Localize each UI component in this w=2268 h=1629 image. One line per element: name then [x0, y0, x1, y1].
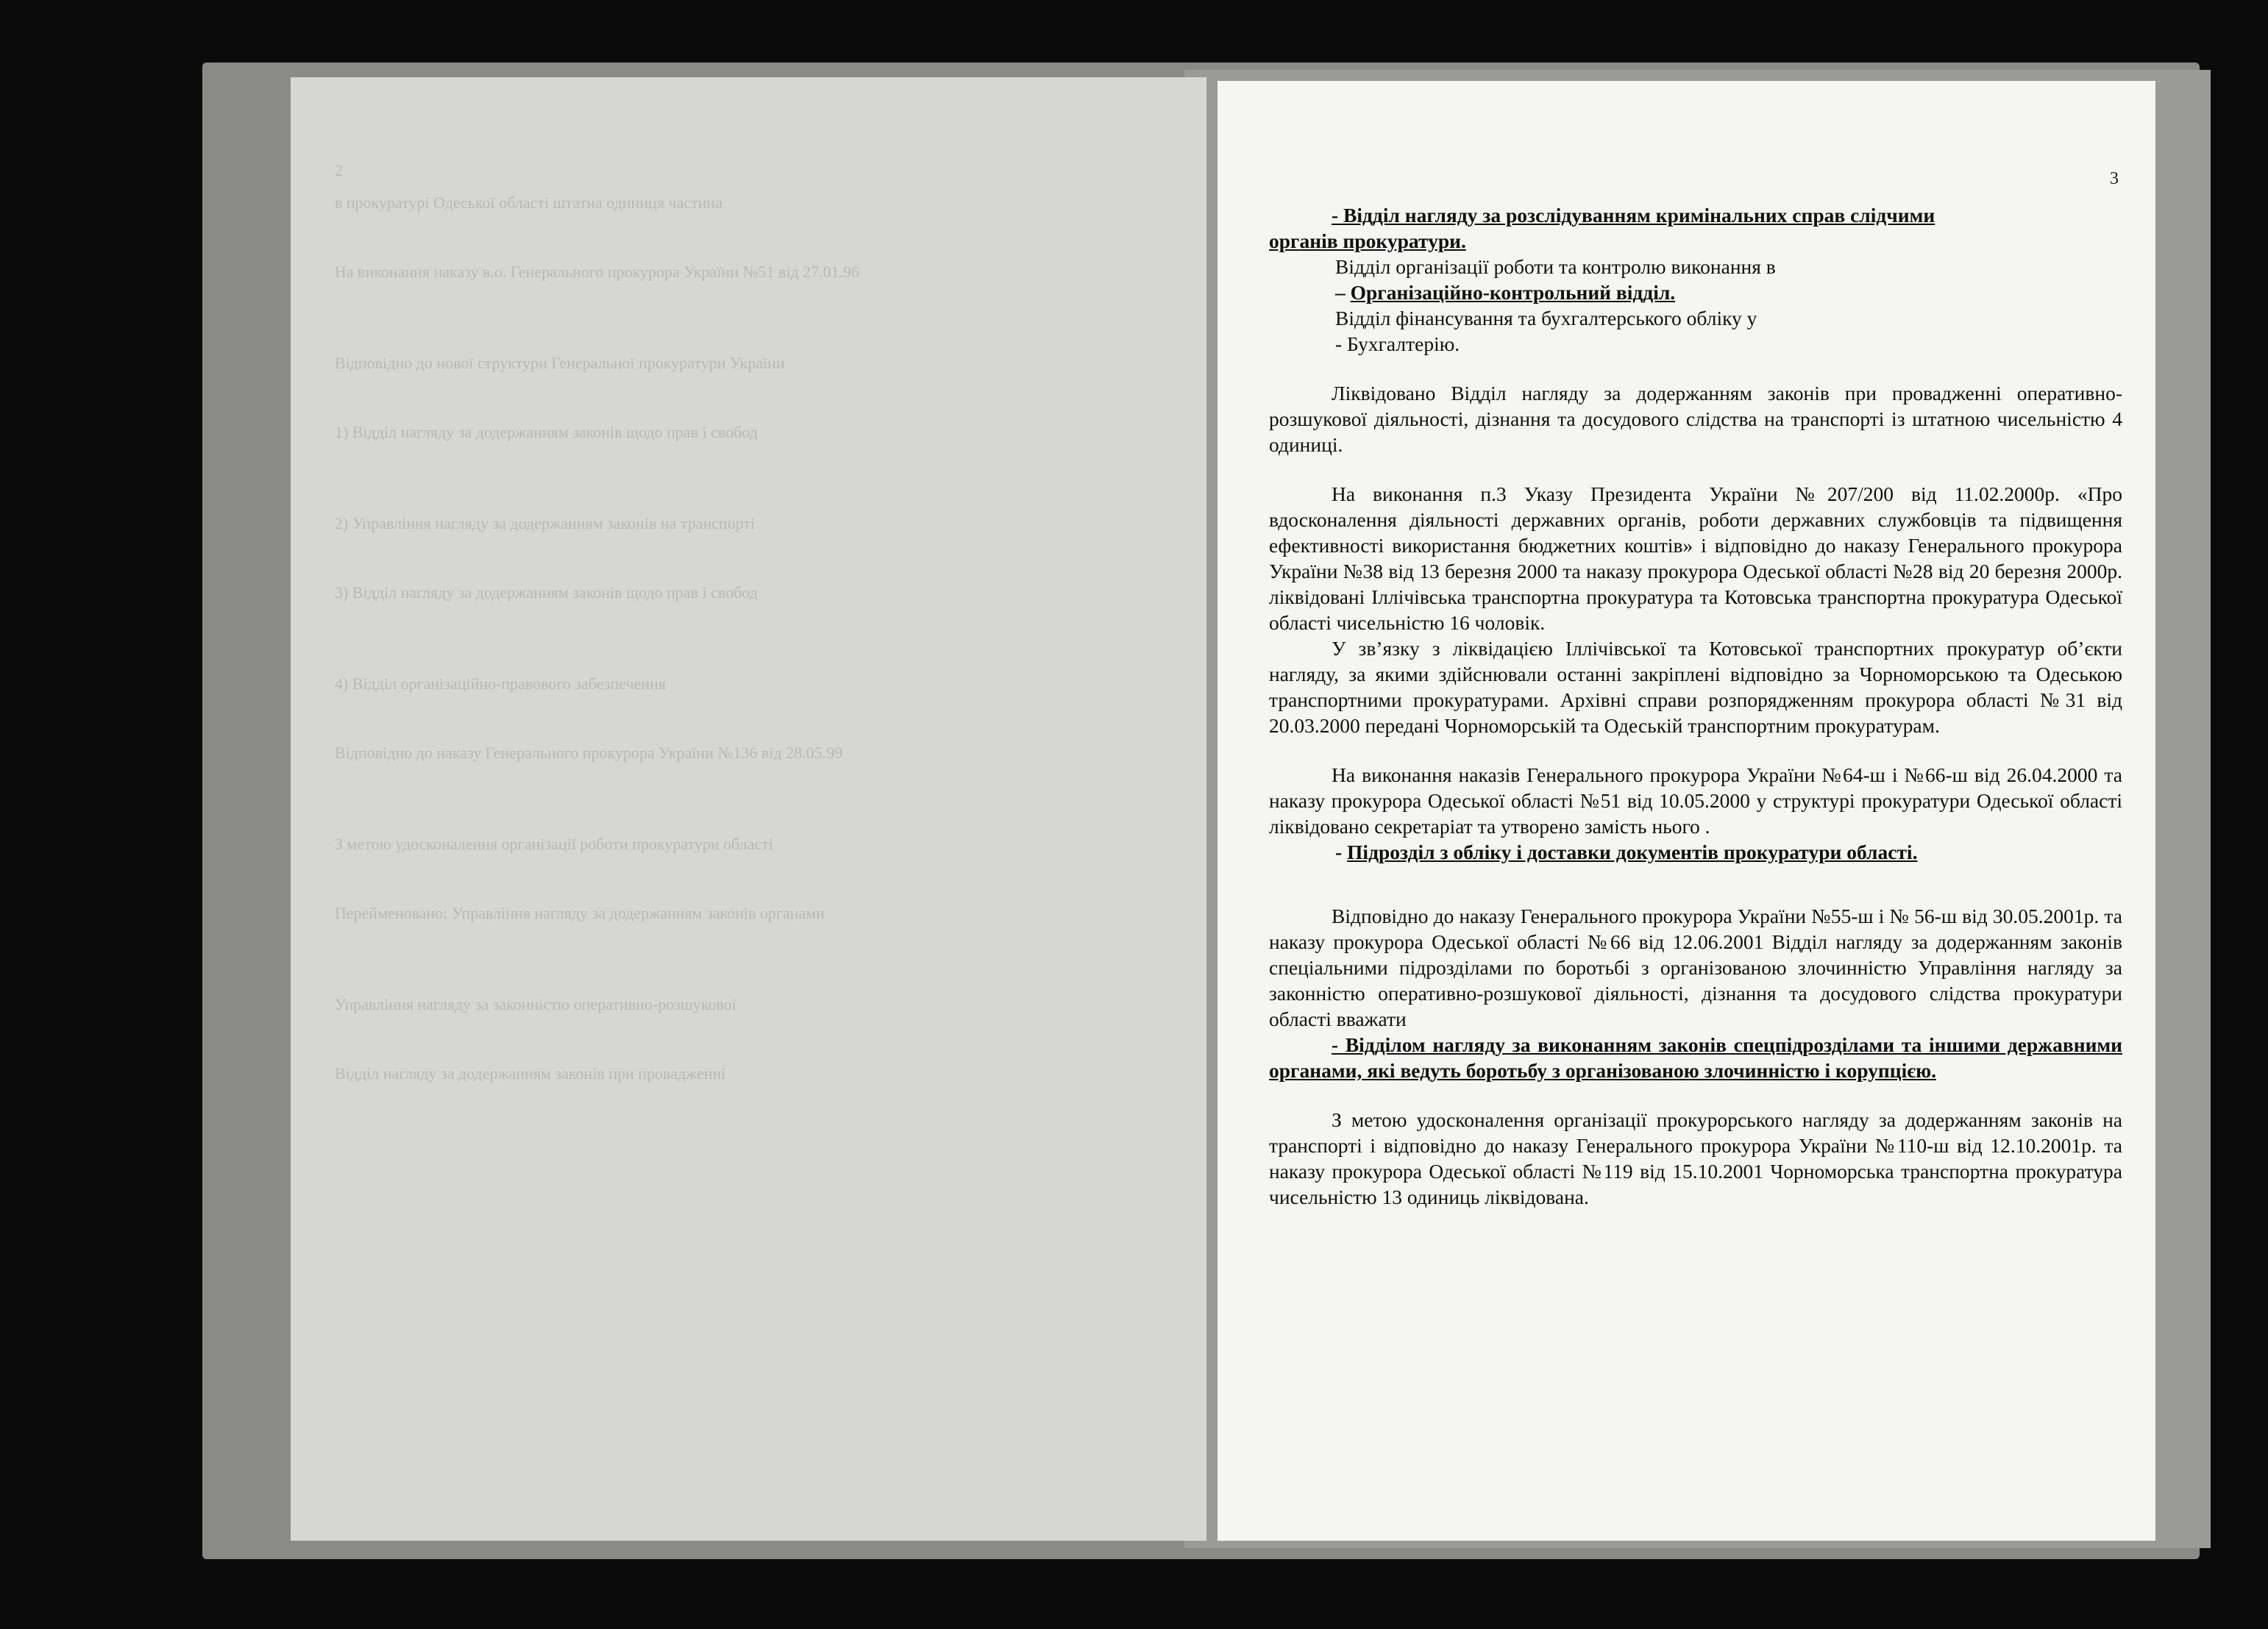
left-page-ghost-line: 2) Управління нагляду за додержанням законів на транспорті: [335, 514, 756, 532]
page-content: [1269, 202, 2122, 1210]
left-page: [291, 77, 1206, 1541]
heading-dash: -: [1335, 841, 1348, 863]
section-heading: органів прокуратури.: [1269, 229, 1466, 252]
left-page-ghost-line: Відділ нагляду за додержанням законів при провадженні: [335, 1064, 726, 1083]
heading-dash: –: [1335, 281, 1351, 304]
paragraph: Відповідно до наказу Генерального прокурора України №55-ш і № 56-ш від 30.05.2001р. та наказу прокурора Одеської області №66 від 12.06.2001 Відділ нагляду за додержанням законів спеціальними підрозділами по боротьбі з організованою злочинністю Управління нагляду за законністю оперативно-розшукової діяльності, дізнання та досудового слідства прокуратури області вважати: [1269, 905, 2122, 1030]
left-page-ghost-line: На виконання наказу в.о. Генерального прокурора України №51 від 27.01.96: [335, 263, 860, 281]
section-heading: [1269, 279, 2122, 305]
text-line: Відділ фінансування та бухгалтерського обліку у: [1335, 307, 1757, 329]
heading-text: Організаційно-контрольний відділ.: [1350, 281, 1676, 304]
right-page: [1217, 81, 2155, 1541]
left-page-ghost-line: Управління нагляду за законністю оперативно-розшукової: [335, 995, 736, 1013]
section-heading: - Відділом нагляду за виконанням законів спецпідрозділами та іншими державними органами, які ведуть боротьбу з організованою злочинністю і корупцією.: [1269, 1033, 2122, 1082]
text-line: Відділ організації роботи та контролю виконання в: [1335, 255, 1776, 278]
paragraph: З метою удосконалення організації прокурорського нагляду за додержанням законів на транспорті і відповідно до наказу Генерального прокурора України №110-ш від 12.10.2001р. та наказу прокурора Одеської області №119 від 15.10.2001 Чорноморська транспортна прокуратура чисельністю 13 одиниць ліквідована.: [1269, 1108, 2122, 1208]
paragraph: Ліквідовано Відділ нагляду за додержанням законів при провадженні оперативно-розшукової діяльності, дізнання та досудового слідства на транспорті із штатною чисельністю 4 одиниці.: [1269, 382, 2122, 456]
left-page-ghost-line: Відповідно до наказу Генерального прокурора України №136 від 28.05.99: [335, 744, 843, 762]
left-page-number: 2: [335, 161, 343, 179]
left-page-ghost-line: в прокуратурі Одеської області штатна одиниця частина: [335, 193, 723, 212]
page-number: 3: [2110, 169, 2119, 188]
paragraph: На виконання п.3 Указу Президента України №207/200 від 11.02.2000р. «Про вдосконалення діяльності державних органів, роботи державних службовців та підвищення ефективності використання бюджетних коштів» і відповідно до наказу Генерального прокурора України №38 від 13 березня 2000 та наказу прокурора Одеської області №28 від 20 березня 2000р. ліквідовані Іллічівська транспортна прокуратура та Котовська транспортна прокуратура Одеської області чисельністю 16 чоловік.: [1269, 482, 2122, 634]
heading-text: Підрозділ з обліку і доставки документів прокуратури області.: [1347, 841, 1918, 863]
section-heading: [1269, 839, 2122, 865]
left-page-ghost-line: З метою удосконалення організації роботи прокуратури області: [335, 835, 774, 853]
left-page-ghost-line: Відповідно до нової структури Генеральної прокуратури України: [335, 354, 785, 372]
paragraph: У зв’язку з ліквідацією Іллічівської та Котовської транспортних прокуратур об’єкти нагляду, за якими здійснювали останні закріплені відповідно за Чорноморською та Одеською транспортними прокуратурами. Архівні справи розпорядженням прокурора області №31 від 20.03.2000 передані Чорноморській та Одеській транспортним прокуратурам.: [1269, 637, 2122, 737]
left-page-ghost-text: [335, 158, 1151, 1152]
left-page-ghost-line: 4) Відділ організаційно-правового забезпечення: [335, 674, 666, 693]
left-page-ghost-line: 3) Відділ нагляду за додержанням законів щодо прав і свобод: [335, 583, 758, 602]
left-page-ghost-line: 1) Відділ нагляду за додержанням законів щодо прав і свобод: [335, 423, 758, 441]
section-heading: - Відділ нагляду за розслідуванням кримінальних справ слідчими: [1332, 204, 1935, 227]
left-page-ghost-line: Перейменовано: Управління нагляду за додержанням законів органами: [335, 904, 825, 922]
text-line: - Бухгалтерію.: [1335, 332, 1460, 355]
paragraph: На виконання наказів Генерального прокурора України №64-ш і №66-ш від 26.04.2000 та наказу прокурора Одеської області №51 від 10.05.2000 у структурі прокуратури Одеської області ліквідовано секретаріат та утворено замість нього .: [1269, 763, 2122, 838]
